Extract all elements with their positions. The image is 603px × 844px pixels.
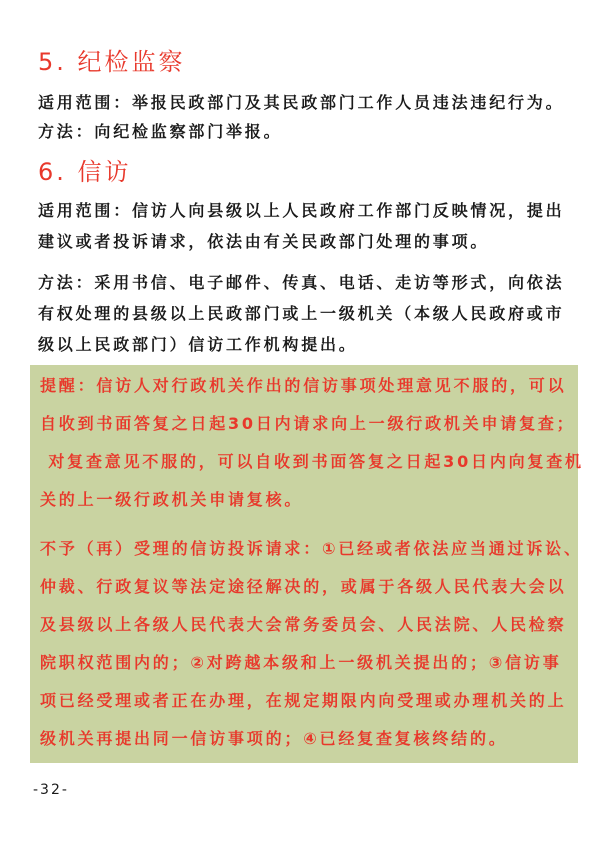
reminder-line: 对复查意见不服的，可以自收到书面答复之日起30日内向复查机 (40, 452, 584, 471)
rejection-line: 项已经受理或者正在办理，在规定期限内向受理或办理机关的上 (40, 691, 567, 710)
section-6-method-line: 方法：采用书信、电子邮件、传真、电话、走访等形式，向依法 (38, 273, 565, 292)
section-6-method-line: 有权处理的县级以上民政部门或上一级机关（本级人民政府或市 (38, 304, 565, 323)
section-6-method-line: 级以上民政部门）信访工作机构提出。 (38, 335, 358, 354)
section-6-scope-line: 适用范围：信访人向县级以上人民政府工作部门反映情况，提出 (38, 201, 565, 220)
section-6-scope-line: 建议或者投诉请求，依法由有关民政部门处理的事项。 (38, 232, 490, 251)
section-5-heading: 5. 纪检监察 (38, 48, 186, 76)
section-5-scope-line: 适用范围：举报民政部门及其民政部门工作人员违法违纪行为。 (38, 93, 565, 112)
reminder-line: 提醒：信访人对行政机关作出的信访事项处理意见不服的，可以 (40, 376, 567, 395)
rejection-line: 院职权范围内的；②对跨越本级和上一级机关提出的；③信访事 (40, 653, 562, 672)
reminder-line: 关的上一级行政机关申请复核。 (40, 490, 304, 509)
reminder-line: 自收到书面答复之日起30日内请求向上一级行政机关申请复查； (40, 414, 576, 433)
rejection-line: 级机关再提出同一信访事项的；④已经复查复核终结的。 (40, 729, 508, 748)
section-5-method-line: 方法：向纪检监察部门举报。 (38, 122, 283, 141)
rejection-line: 及县级以上各级人民代表大会常务委员会、人民法院、人民检察 (40, 615, 567, 634)
page-number: -32- (33, 782, 69, 798)
section-6-heading: 6. 信访 (38, 158, 132, 186)
rejection-line: 仲裁、行政复议等法定途径解决的，或属于各级人民代表大会以 (40, 577, 567, 596)
rejection-line: 不予（再）受理的信访投诉请求：①已经或者依法应当通过诉讼、 (40, 539, 583, 558)
